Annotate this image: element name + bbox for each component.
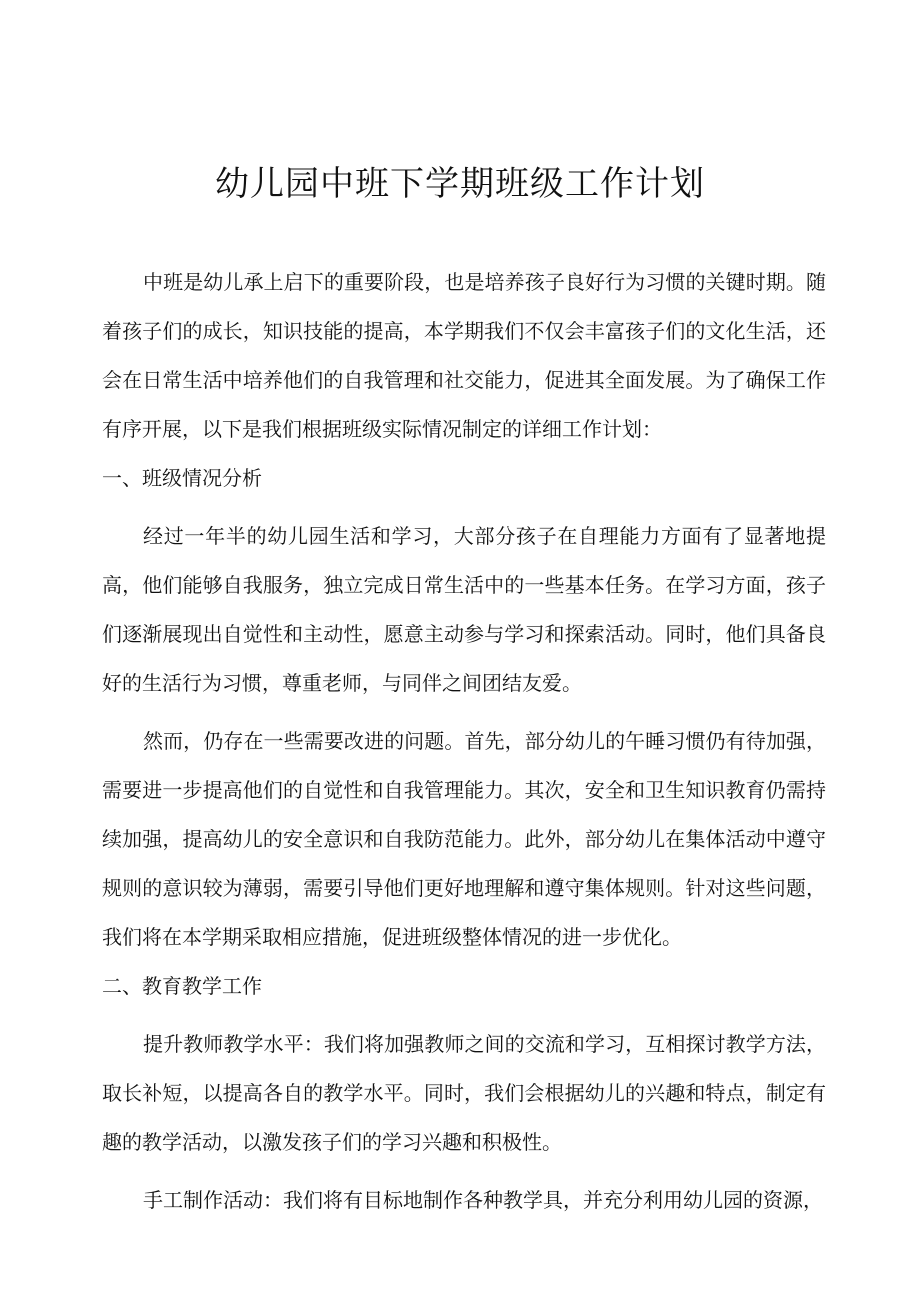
document-title: 幼儿园中班下学期班级工作计划 [215,164,705,204]
section-heading-teaching-work: 二、教育教学工作 [102,974,262,998]
teaching-work-paragraph-1: 提升教师教学水平：我们将加强教师之间的交流和学习，互相探讨教学方法，取长补短，以提高各自的教学水平。同时，我们会根据幼儿的兴趣和特点，制定有趣的教学活动，以激发孩子们的学习兴趣和积极性。 [102,1032,826,1154]
teaching-work-paragraph-2: 手工制作活动：我们将有目标地制作各种教学具，并充分利用幼儿园的资源， [143,1188,823,1212]
document-body [102,258,826,1225]
class-analysis-paragraph-2: 然而，仍存在一些需要改进的问题。首先，部分幼儿的午睡习惯仍有待加强，需要进一步提高他们的自觉性和自我管理能力。其次，安全和卫生知识教育仍需持续加强，提高幼儿的安全意识和自我防范能力。此外，部分幼儿在集体活动中遵守规则的意识较为薄弱，需要引导他们更好地理解和遵守集体规则。针对这些问题，我们将在本学期采取相应措施，促进班级整体情况的进一步优化。 [102,729,826,949]
spacer [102,503,826,512]
spacer [102,1011,826,1020]
spacer [102,708,826,717]
spacer [102,1167,826,1176]
intro-paragraph: 中班是幼儿承上启下的重要阶段，也是培养孩子良好行为习惯的关键时期。随着孩子们的成长，知识技能的提高，本学期我们不仅会丰富孩子们的文化生活，还会在日常生活中培养他们的自我管理和社交能力，促进其全面发展。为了确保工作有序开展，以下是我们根据班级实际情况制定的详细工作计划： [102,270,826,441]
class-analysis-paragraph-1: 经过一年半的幼儿园生活和学习，大部分孩子在自理能力方面有了显著地提高，他们能够自我服务，独立完成日常生活中的一些基本任务。在学习方面，孩子们逐渐展现出自觉性和主动性，愿意主动参与学习和探索活动。同时，他们具备良好的生活行为习惯，尊重老师，与同伴之间团结友爱。 [102,524,826,695]
section-heading-class-analysis: 一、班级情况分析 [102,466,262,490]
